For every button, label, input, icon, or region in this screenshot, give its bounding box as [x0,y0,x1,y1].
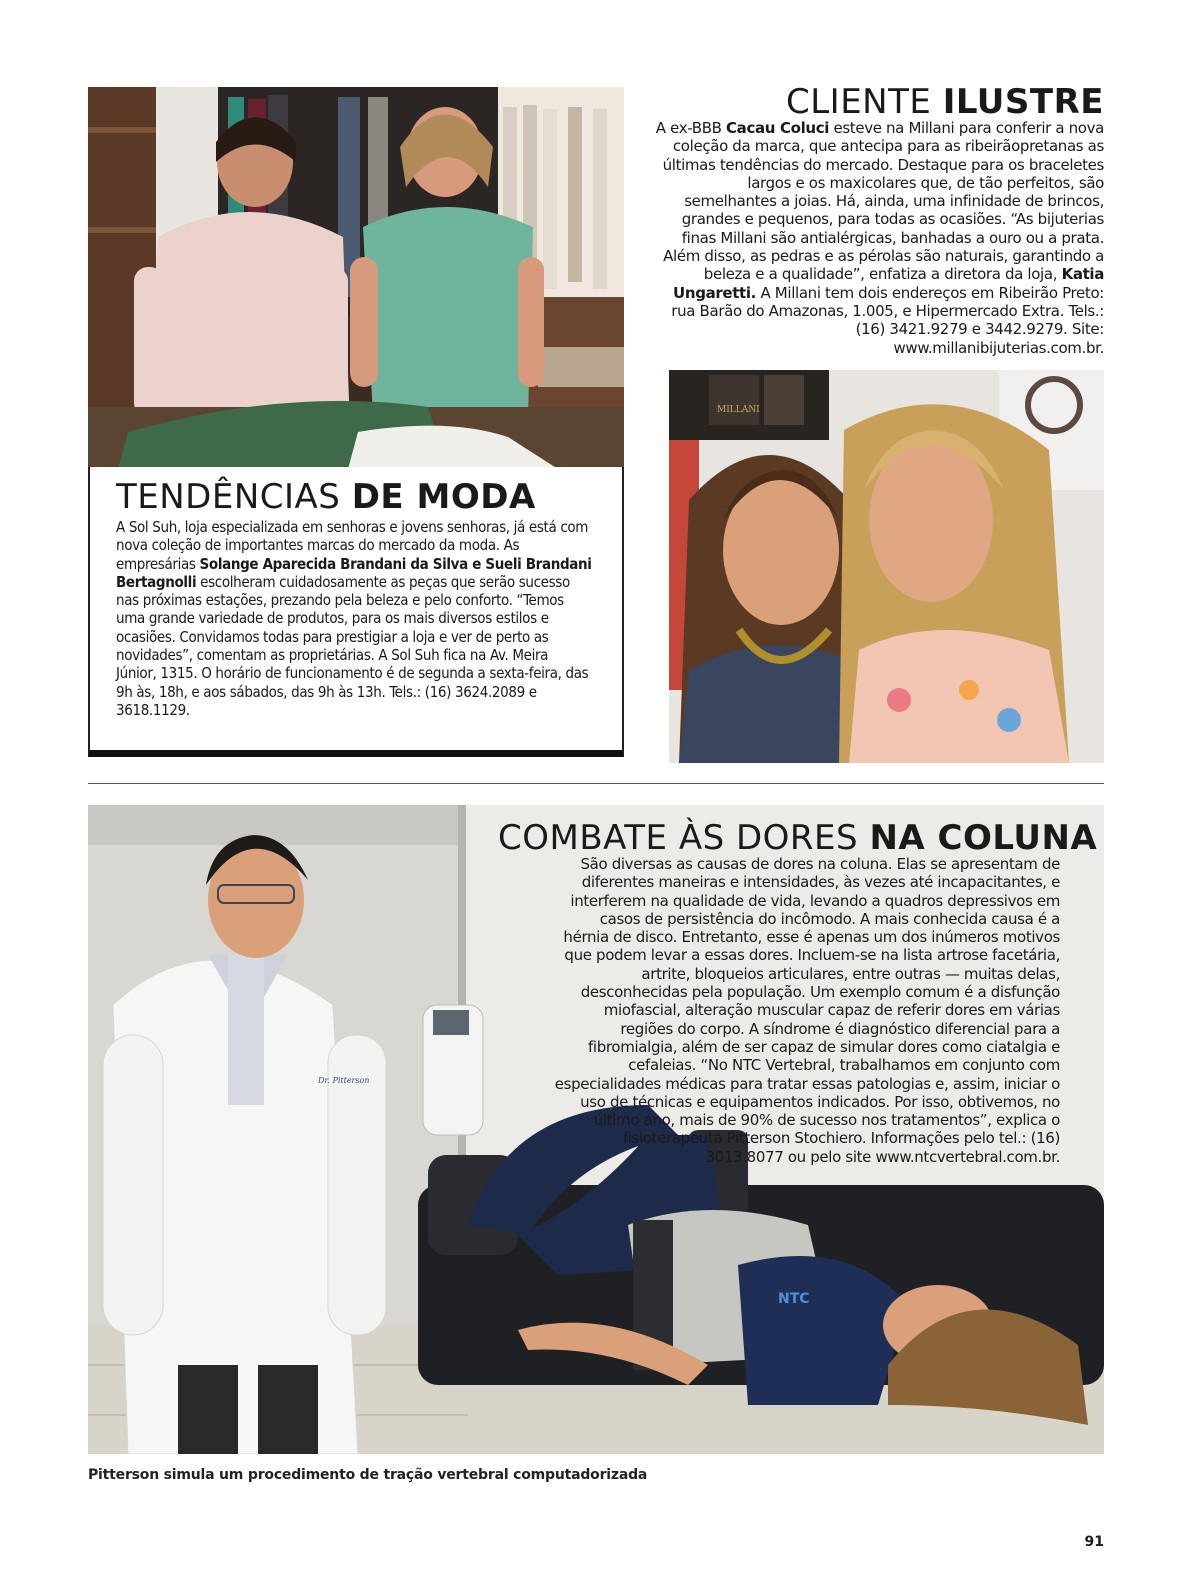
body-run: São diversas as causas de dores na coluna. Elas se apresentam de diferentes maneiras e intensidades, às vezes até incapacitantes, e interferem na qualidade de vida, levando a quadros depressivos em casos de persistência do incômodo. A mais conhecida causa é a hérnia de disco. Entretanto, esse é apenas um dos inúmeros motivos que podem levar a essas dores. Incluem-se na lista artrose facetária, artrite, bloqueios articulares, entre outras — muitas delas, desconhecidas pela população. Um exemplo comum é a disfunção miofascial, alteração muscular capaz de referir dores em várias regiões do corpo. A síndrome é diagnóstico diferencial para a fibromialgia, além de ser capaz de simular dores como ciatalgia e cefaleias. “No NTC Vertebral, trabalhamos em conjunto com especialidades médicas para tratar essas patologias e, assim, iniciar o uso de técnicas e equipamentos indicados. Por isso, obtivemos, no último ano, mais de 90% de sucesso nos tratamentos”, explica o fisioterapeuta Pitterson Stochiero. Informações pelo tel.: (16) 3013.8077 ou pelo site www.ntcvertebral.com.br. [554,855,1060,1166]
body-run-bold: Cacau Coluci [726,119,830,137]
article-title-tendencias [116,477,616,517]
body-run-bold: Solange Aparecida Brandani da Silva e Sueli Brandani Bertagnolli [116,554,592,591]
article-title-cliente [644,82,1104,122]
coat-name-text: Dr. Pitterson [318,1076,370,1085]
title-bold: NA COLUNA [869,818,1098,858]
body-run: A Sol Suh, loja especializada em senhoras e jovens senhoras, já está com nova coleção de importantes marcas do mercado da moda. As empresárias [116,518,589,573]
article-body-tendencias [116,518,592,719]
body-run: A Millani tem dois endereços em Ribeirão Preto: rua Barão do Amazonas, 1.005, e Hipermercado Extra. Tels.: (16) 3421.9279 e 3442.9279. Site: www.millanibijuterias.com.br. [671,283,1104,357]
shirt-logo-text: NTC [778,1291,810,1307]
title-light: CLIENTE [785,82,932,122]
photo-store-owners [88,87,624,469]
article-body-dores [550,855,1060,1166]
body-run: esteve na Millani para conferir a nova coleção da marca, que antecipa para as ribeirãopretanas as últimas tendências do mercado. Destaque para os braceletes largos e os maxicolares que, de tão perfeitos, são semelhantes a joias. Há, ainda, uma infinidade de brincos, grandes e pequenos, para todas as ocasiões. “As bijuterias finas Millani são antialérgicas, banhadas a ouro ou a prata. Além disso, as pedras e as pérolas são naturais, garantindo a beleza e a qualidade”, enfatiza a diretora da loja, [662,119,1104,284]
photo-caption: Pitterson simula um procedimento de tração vertebral computadorizada [88,1467,648,1483]
article-body-cliente [654,119,1104,357]
title-bold: DE MODA [351,477,536,517]
body-run: escolheram cuidadosamente as peças que serão sucesso nas próximas estações, prezando pela beleza e pelo conforto. “Temos uma grande variedade de produtos, para os mais diversos estilos e ocasiões. Convidamos todas para prestigiar a loja e ver de perto as novidades”, comentam as proprietárias. A Sol Suh fica na Av. Meira Júnior, 1315. O horário de funcionamento é de segunda a sexta-feira, das 9h às, 18h, e aos sábados, das 9h às 13h. Tels.: (16) 3624.2089 e 3618.1129. [116,572,589,719]
title-bold: ILUSTRE [942,82,1104,122]
body-run-bold: Katia Ungaretti. [673,265,1104,302]
page-number: 91 [1084,1534,1104,1550]
store-sign-text: MILLANI [717,405,760,415]
title-light: TENDÊNCIAS [116,477,341,517]
section-divider [88,783,1104,784]
title-light: COMBATE ÀS DORES [498,818,859,858]
photo-millani-visit [669,370,1104,763]
body-run: A ex-BBB [655,119,727,137]
article-title-dores [498,818,1098,858]
